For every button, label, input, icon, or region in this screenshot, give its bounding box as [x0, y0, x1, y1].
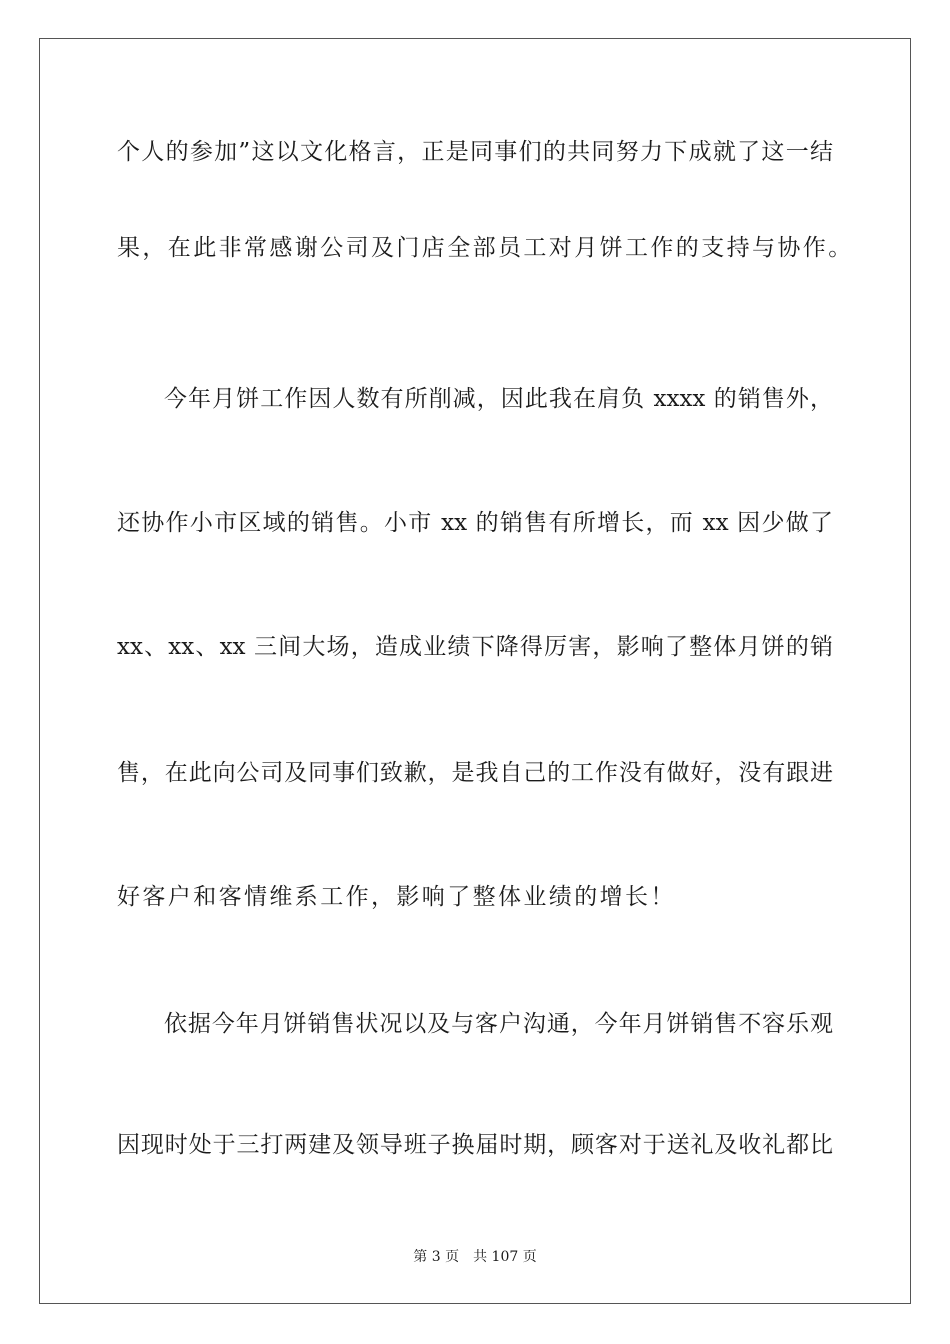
page-number: 第 3 页	[413, 1249, 460, 1265]
text-line-8: 依据今年月饼销售状况以及与客户沟通，今年月饼销售不容乐观	[164, 1011, 833, 1037]
text-line-1: 个人的参加”这以文化格言，正是同事们的共同努力下成就了这一结	[117, 139, 833, 165]
text-line-9: 因现时处于三打两建及领导班子换届时期，顾客对于送礼及收礼都比	[117, 1132, 833, 1158]
text-line-2: 果，在此非常感谢公司及门店全部员工对月饼工作的支持与协作。	[117, 235, 854, 261]
text-line-7: 好客户和客情维系工作，影响了整体业绩的增长！	[117, 884, 676, 910]
page-border	[39, 38, 911, 1304]
text-line-6: 售，在此向公司及同事们致歉，是我自己的工作没有做好，没有跟进	[117, 760, 833, 786]
text-line-3: 今年月饼工作因人数有所削减，因此我在肩负 xxxx 的销售外，	[164, 386, 833, 412]
page-footer	[0, 1248, 950, 1266]
text-line-5: xx、xx、xx 三间大场，造成业绩下降得厉害，影响了整体月饼的销	[117, 634, 833, 660]
text-line-4: 还协作小市区域的销售。小市 xx 的销售有所增长，而 xx 因少做了	[117, 510, 833, 536]
total-pages: 共 107 页	[473, 1249, 537, 1265]
